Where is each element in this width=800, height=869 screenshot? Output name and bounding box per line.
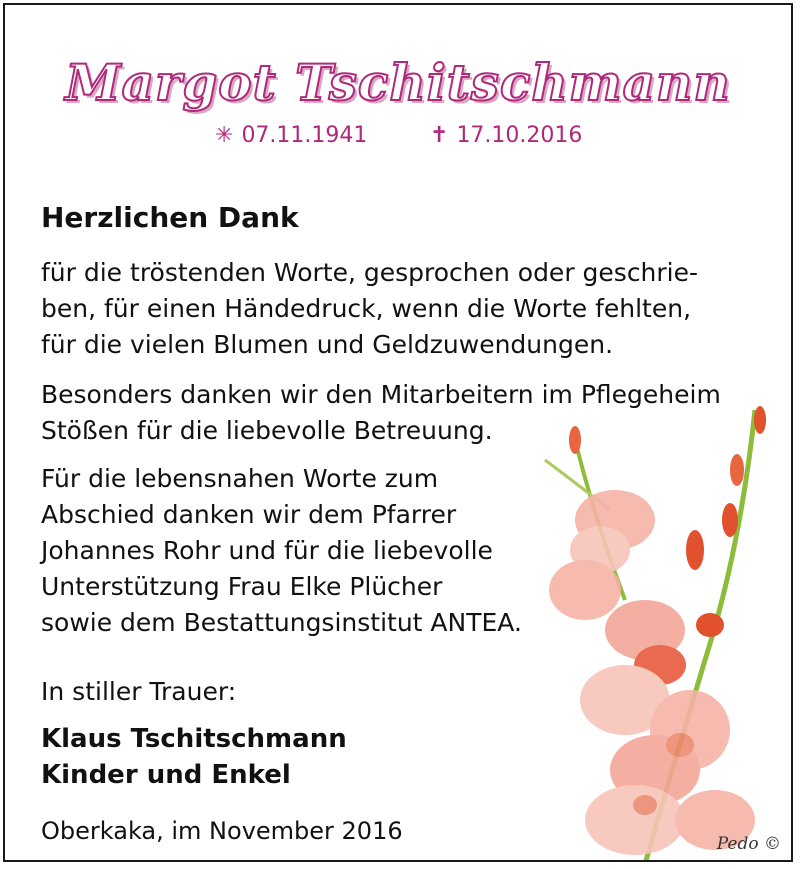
text-line: Johannes Rohr und für die liebevolle — [41, 536, 493, 565]
text-line: Unterstützung Frau Elke Plücher — [41, 572, 443, 601]
designer-signature: Pedo © — [716, 834, 781, 854]
birth-date-value: 07.11.1941 — [241, 123, 368, 148]
thanks-paragraph-3 — [41, 461, 522, 641]
text-line: für die tröstenden Worte, gesprochen oder geschrie- — [41, 258, 699, 287]
birth-star-icon: ✳ — [215, 123, 234, 148]
text-line: ben, für einen Händedruck, wenn die Worte fehlten, — [41, 294, 692, 323]
family-names — [41, 721, 347, 793]
thanks-paragraph-1 — [41, 255, 698, 363]
family-line: Kinder und Enkel — [41, 760, 291, 790]
cross-icon: ✝ — [430, 123, 449, 148]
text-line: Stößen für die liebevolle Betreuung. — [41, 416, 493, 445]
mourning-line: In stiller Trauer: — [41, 677, 237, 706]
death-date — [430, 123, 582, 148]
text-line: Besonders danken wir den Mitarbeitern im Pflegeheim — [41, 380, 721, 409]
text-line: für die vielen Blumen und Geldzuwendungen. — [41, 330, 614, 359]
life-dates — [5, 123, 791, 153]
birth-date — [215, 123, 367, 148]
gladiolus-flower-illustration — [515, 400, 793, 862]
family-line: Klaus Tschitschmann — [41, 724, 347, 754]
text-line: Abschied danken wir dem Pfarrer — [41, 500, 457, 529]
text-line: Für die lebensnahen Worte zum — [41, 464, 439, 493]
place-and-date: Oberkaka, im November 2016 — [41, 817, 403, 845]
text-line: sowie dem Bestattungsinstitut ANTEA. — [41, 608, 522, 637]
death-date-value: 17.10.2016 — [456, 123, 583, 148]
thanks-heading: Herzlichen Dank — [41, 201, 299, 234]
deceased-name: Margot Tschitschmann — [65, 53, 731, 112]
obituary-card — [3, 3, 793, 862]
